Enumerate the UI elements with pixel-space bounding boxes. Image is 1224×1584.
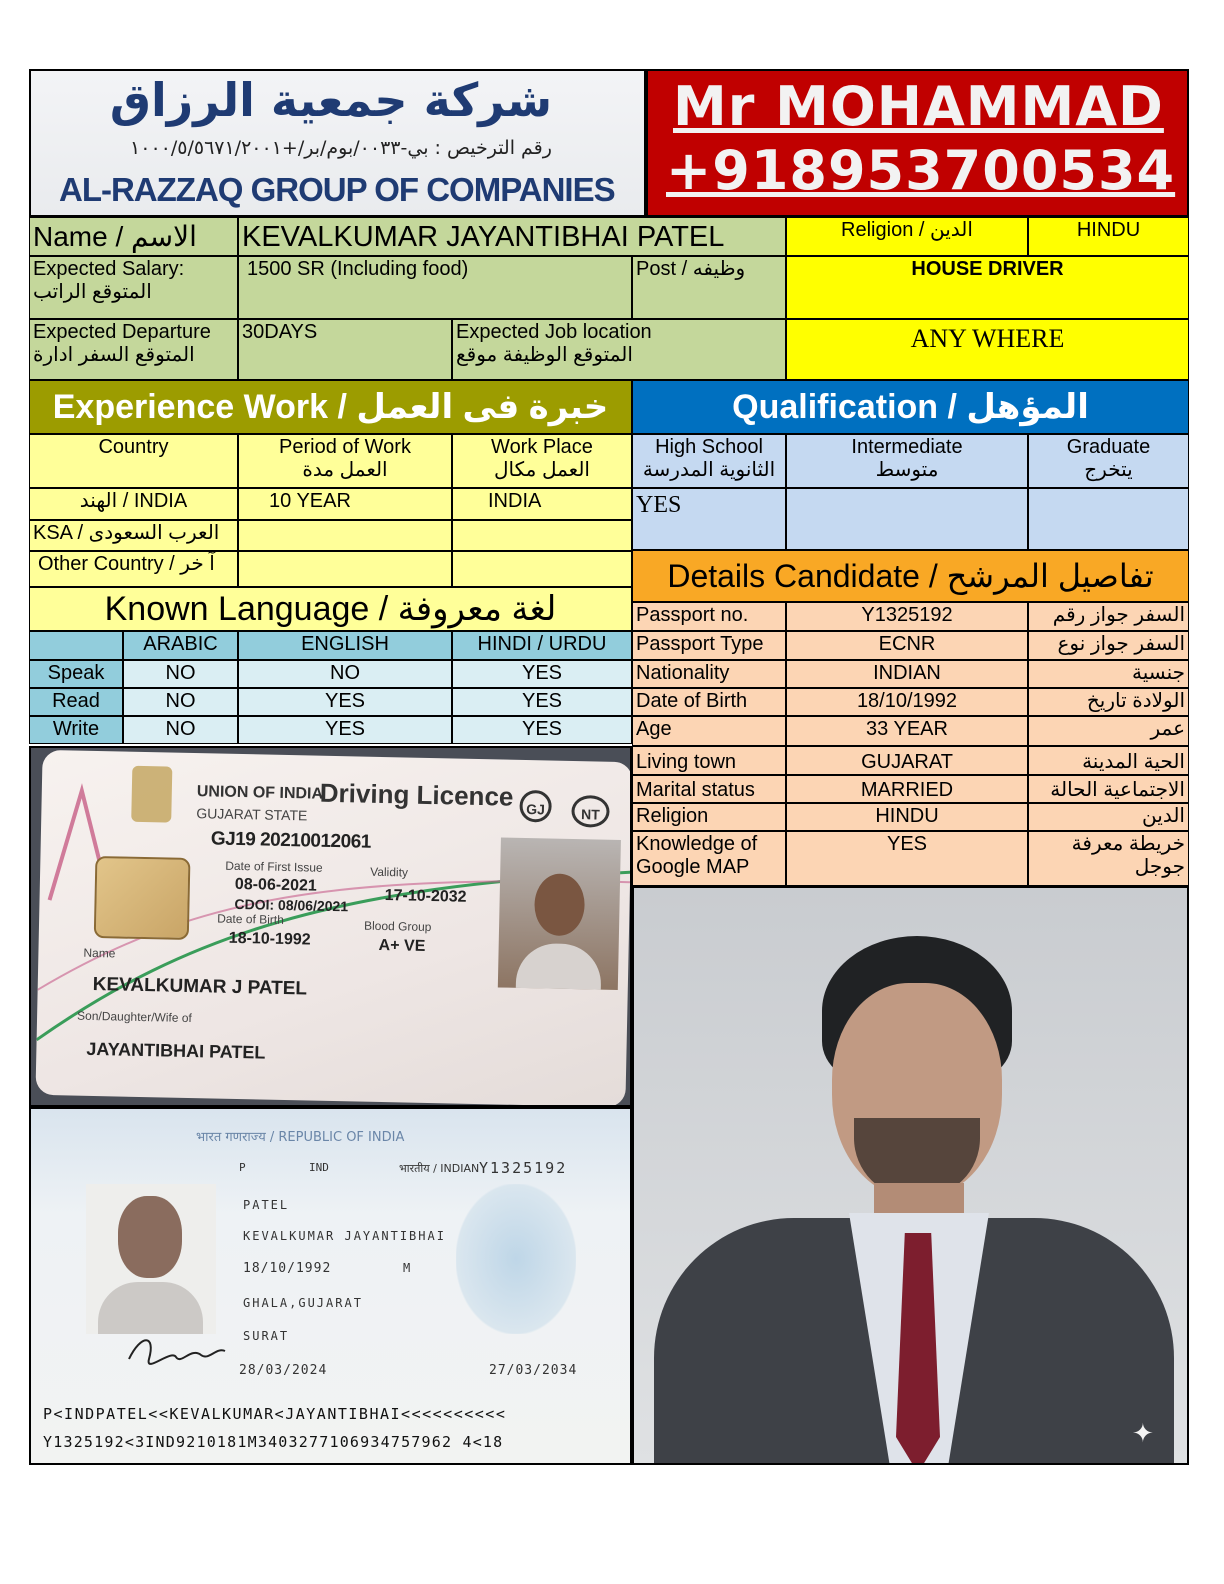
lang-col-hindi-urdu: HINDI / URDU <box>452 631 632 660</box>
passport-given-names: KEVALKUMAR JAYANTIBHAI <box>243 1229 446 1243</box>
qualification-title: Qualification / المؤهل <box>632 380 1189 434</box>
exp-row-period: 10 YEAR <box>238 488 452 520</box>
exp-col-period <box>238 434 452 488</box>
exp-row-period <box>238 551 452 587</box>
contact-name: Mr MOHAMMAD <box>673 75 1164 138</box>
detail-value: ECNR <box>786 631 1028 660</box>
lang-cell: YES <box>238 716 452 744</box>
detail-label-ar: السفر جواز رقم <box>1028 602 1189 631</box>
first-issue-label: Date of First Issue <box>225 858 323 875</box>
lang-col-english: ENGLISH <box>238 631 452 660</box>
emblem-icon <box>131 766 172 823</box>
detail-value: 33 YEAR <box>786 716 1028 746</box>
lang-cell: NO <box>123 660 238 688</box>
first-issue-date: 08-06-2021 <box>234 875 317 895</box>
qual-col-graduate-ar: يتخرج <box>1084 459 1133 481</box>
exp-row-place <box>452 520 632 551</box>
licence-number: GJ19 20210012061 <box>210 828 372 853</box>
passport-nationality: भारतीय / INDIAN <box>399 1162 480 1175</box>
detail-label-ar: السفر جواز نوع <box>1028 631 1189 660</box>
passport-number: Y1325192 <box>479 1159 568 1177</box>
qual-col-intermediate-en: Intermediate <box>851 436 963 458</box>
job-location-label <box>452 319 786 380</box>
lang-cell: NO <box>238 660 452 688</box>
qual-col-graduate <box>1028 434 1189 488</box>
passport-surname: PATEL <box>243 1198 290 1212</box>
departure-value: 30DAYS <box>238 319 452 380</box>
blood-value: A+ VE <box>378 936 426 955</box>
lang-cell: NO <box>123 716 238 744</box>
licence-gj-badge: GJ <box>519 790 552 823</box>
detail-label-ar: جنسية <box>1028 660 1189 688</box>
company-logo-banner <box>29 69 646 217</box>
lang-cell: YES <box>238 688 452 716</box>
language-title: Known Language / لغة معروفة <box>29 587 632 631</box>
lang-row-label: Write <box>29 716 123 744</box>
lang-cell: YES <box>452 660 632 688</box>
exp-row-country: الهند / INDIA <box>29 488 238 520</box>
passport-expiry-date: 27/03/2034 <box>489 1363 578 1378</box>
qual-col-high-school <box>632 434 786 488</box>
exp-row-place: INDIA <box>452 488 632 520</box>
salary-value: 1500 SR (Including food) <box>238 256 632 319</box>
exp-row-place <box>452 551 632 587</box>
detail-value: GUJARAT <box>786 746 1028 775</box>
blood-label: Blood Group <box>363 918 432 935</box>
licence-card <box>35 750 632 1107</box>
sparkle-icon: ✦ <box>1132 1418 1154 1448</box>
lang-corner <box>29 631 123 660</box>
passport-mrz-line-2: Y1325192<3IND9210181M3403277106934757962 4<18 <box>43 1433 504 1451</box>
detail-value: YES <box>786 831 1028 886</box>
cdoi-date: CDOI: 08/06/2021 <box>234 895 349 915</box>
job-location-label-en: Expected Job location <box>456 321 652 343</box>
qual-intermediate-value <box>786 488 1028 550</box>
qual-col-intermediate <box>786 434 1028 488</box>
holder-name: KEVALKUMAR J PATEL <box>92 973 308 1000</box>
passport-ghost-image <box>456 1184 576 1334</box>
licence-title: Driving Licence <box>319 777 514 812</box>
candidate-name: KEVALKUMAR JAYANTIBHAI PATEL <box>238 217 786 256</box>
detail-value: HINDU <box>786 803 1028 831</box>
validity-date: 17-10-2032 <box>384 887 467 906</box>
religion-value: HINDU <box>1028 217 1189 256</box>
lang-cell: NO <box>123 688 238 716</box>
detail-label: Nationality <box>632 660 786 688</box>
job-location-value: ANY WHERE <box>786 319 1189 380</box>
exp-col-period-ar: العمل مدة <box>302 459 388 481</box>
exp-row-country: Other Country / آ خر <box>29 551 238 587</box>
detail-label: Knowledge of Google MAP <box>632 831 786 886</box>
licence-nt-badge: NT <box>571 795 610 828</box>
relation-name: JAYANTIBHAI PATEL <box>86 1038 266 1063</box>
passport-birth-place: GHALA,GUJARAT <box>243 1296 363 1310</box>
exp-col-place-en: Work Place <box>491 436 593 458</box>
name-label: Name / الاسم <box>29 217 238 256</box>
qual-col-intermediate-ar: متوسط <box>875 459 939 481</box>
exp-col-period-en: Period of Work <box>279 436 411 458</box>
detail-value: MARRIED <box>786 775 1028 803</box>
passport-type: P <box>239 1161 246 1174</box>
departure-label <box>29 319 238 380</box>
salary-label-ar: المتوقع الراتب <box>33 281 152 303</box>
post-label: Post / وظيفه <box>632 256 786 319</box>
detail-label: Age <box>632 716 786 746</box>
exp-col-place-ar: العمل مكال <box>494 459 590 481</box>
detail-label: Passport Type <box>632 631 786 660</box>
religion-label: Religion / الدين <box>786 217 1028 256</box>
lang-col-arabic: ARABIC <box>123 631 238 660</box>
exp-col-place <box>452 434 632 488</box>
detail-value: INDIAN <box>786 660 1028 688</box>
job-location-label-ar: المتوقع الوظيفة موقع <box>456 344 633 366</box>
qual-col-graduate-en: Graduate <box>1066 436 1151 458</box>
exp-row-period <box>238 520 452 551</box>
detail-label: Religion <box>632 803 786 831</box>
qual-col-high-school-en: High School <box>655 436 763 458</box>
departure-label-en: Expected Departure <box>33 321 211 343</box>
detail-label: Passport no. <box>632 602 786 631</box>
qual-graduate-value <box>1028 488 1189 550</box>
contact-phone: +918953700534 <box>666 139 1176 202</box>
passport-header: भारत गणराज्य / REPUBLIC OF INDIA <box>196 1130 405 1145</box>
qual-high-school-value: YES <box>632 488 786 550</box>
license-number: رقم الترخيص : بي-٠٠٣٣/بوم/بر/+١٠٠٠/٥/٥٦٧١/٢٠٠١ <box>130 137 552 159</box>
lang-row-label: Speak <box>29 660 123 688</box>
detail-label-ar: خريطة معرفة جوجل <box>1028 831 1189 886</box>
lang-cell: YES <box>452 716 632 744</box>
passport-code: IND <box>309 1161 329 1174</box>
candidate-portrait <box>632 886 1189 1465</box>
passport-photo <box>29 1107 632 1465</box>
passport-mrz-line-1: P<INDPATEL<<KEVALKUMAR<JAYANTIBHAI<<<<<<<<<< <box>43 1405 507 1423</box>
licence-state: GUJARAT STATE <box>196 805 308 824</box>
detail-label-ar: الدين <box>1028 803 1189 831</box>
passport-sex: M <box>403 1261 411 1275</box>
exp-row-country: KSA / العرب السعودى <box>29 520 238 551</box>
relation-label: Son/Daughter/Wife of <box>76 1008 192 1026</box>
detail-label: Living town <box>632 746 786 775</box>
dob-value: 18-10-1992 <box>228 929 311 949</box>
passport-dob: 18/10/1992 <box>243 1261 332 1276</box>
post-value: HOUSE DRIVER <box>786 256 1189 319</box>
lang-cell: YES <box>452 688 632 716</box>
company-name-arabic: شركة جمعية الرزاق <box>109 73 553 127</box>
lang-row-label: Read <box>29 688 123 716</box>
passport-holder-photo <box>86 1184 216 1334</box>
qual-col-high-school-ar: الثانوية المدرسة <box>642 459 776 481</box>
details-title: Details Candidate / تفاصيل المرشح <box>632 550 1189 602</box>
passport-issue-place: SURAT <box>243 1329 290 1343</box>
departure-label-ar: المتوقع السفر ادارة <box>33 344 195 366</box>
licence-holder-photo <box>498 837 621 989</box>
salary-label <box>29 256 238 319</box>
detail-value: 18/10/1992 <box>786 688 1028 716</box>
experience-title: Experience Work / خبرة فى العمل <box>29 380 632 434</box>
detail-label-ar: الولادة تاريخ <box>1028 688 1189 716</box>
contact-banner <box>646 69 1189 217</box>
detail-label: Date of Birth <box>632 688 786 716</box>
detail-label-ar: عمر <box>1028 716 1189 746</box>
detail-value: Y1325192 <box>786 602 1028 631</box>
exp-col-country: Country <box>29 434 238 488</box>
signature-icon <box>121 1329 231 1379</box>
detail-label-ar: الحية المدينة <box>1028 746 1189 775</box>
detail-label: Marital status <box>632 775 786 803</box>
salary-label-en: Expected Salary: <box>33 258 185 280</box>
validity-label: Validity <box>370 864 409 880</box>
company-name-english: AL-RAZZAQ GROUP OF COMPANIES <box>59 171 615 208</box>
passport-issue-date: 28/03/2024 <box>239 1363 328 1378</box>
licence-union: UNION OF INDIA <box>196 783 324 803</box>
chip-icon <box>94 856 191 940</box>
driving-licence-photo <box>29 746 632 1107</box>
holder-name-label: Name <box>83 945 116 961</box>
dob-label: Date of Birth <box>217 911 285 927</box>
detail-label-ar: الاجتماعية الحالة <box>1028 775 1189 803</box>
